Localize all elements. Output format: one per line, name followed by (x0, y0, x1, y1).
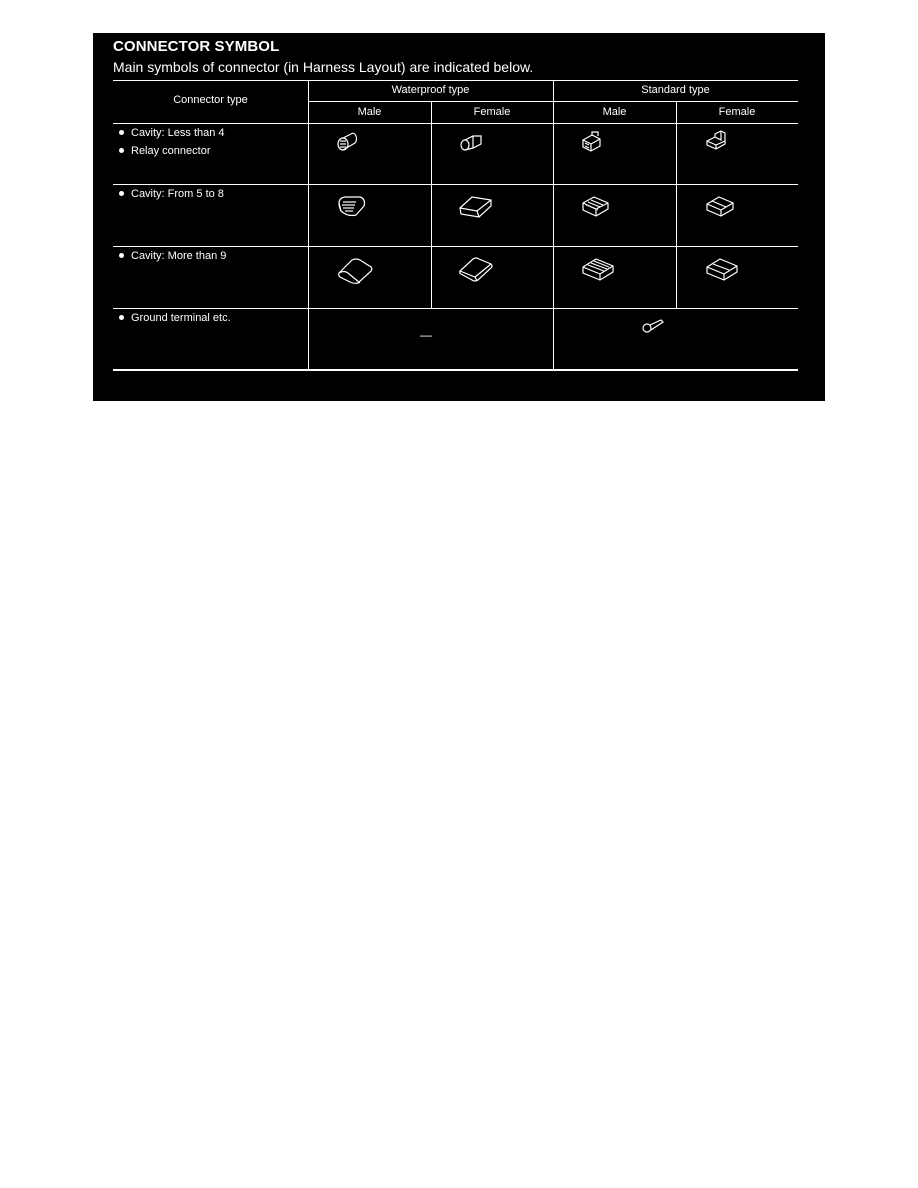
list-item: Cavity: More than 9 (119, 247, 226, 265)
standard-male-large-connector-icon (580, 255, 616, 283)
row-3-label (119, 247, 226, 265)
figure-title: CONNECTOR SYMBOL (113, 38, 280, 55)
standard-female-small-connector-icon (704, 130, 730, 154)
header-waterproof-female: Female (473, 106, 511, 118)
list-item: Cavity: From 5 to 8 (119, 185, 224, 203)
waterproof-female-large-connector-icon (457, 255, 495, 285)
header-waterproof-male: Male (357, 106, 382, 118)
header-standard-type: Standard type (641, 84, 710, 96)
list-item: Cavity: Less than 4 (119, 124, 225, 142)
row-4-label (119, 309, 231, 327)
header-waterproof-type: Waterproof type (391, 84, 470, 96)
waterproof-male-small-connector-icon (335, 130, 361, 152)
waterproof-female-small-connector-icon (459, 130, 485, 154)
col-divider-standard-male-female (676, 101, 677, 308)
col-divider-waterproof-standard (553, 80, 554, 370)
table-top-rule (113, 80, 798, 81)
connector-symbol-figure (93, 33, 825, 401)
ground-terminal-icon (641, 318, 665, 334)
waterproof-male-medium-connector-icon (336, 193, 368, 219)
waterproof-female-medium-connector-icon (457, 194, 495, 220)
standard-male-medium-connector-icon (580, 193, 612, 219)
row-2-label (119, 185, 224, 203)
list-item: Ground terminal etc. (119, 309, 231, 327)
col-divider-type (308, 80, 309, 370)
header-standard-female: Female (718, 106, 756, 118)
figure-subtitle: Main symbols of connector (in Harness Layout) are indicated below. (113, 59, 534, 75)
standard-male-small-connector-icon (580, 130, 606, 154)
col-divider-waterproof-male-female (431, 101, 432, 308)
header-standard-male: Male (602, 106, 627, 118)
row-1-label (119, 124, 225, 160)
waterproof-ground-value: — (420, 328, 432, 342)
list-item: Relay connector (119, 142, 225, 160)
waterproof-male-large-connector-icon (336, 255, 374, 285)
table-bottom-rule (113, 369, 798, 371)
standard-female-medium-connector-icon (704, 193, 736, 219)
header-connector-type: Connector type (173, 94, 248, 106)
standard-female-large-connector-icon (704, 255, 740, 283)
